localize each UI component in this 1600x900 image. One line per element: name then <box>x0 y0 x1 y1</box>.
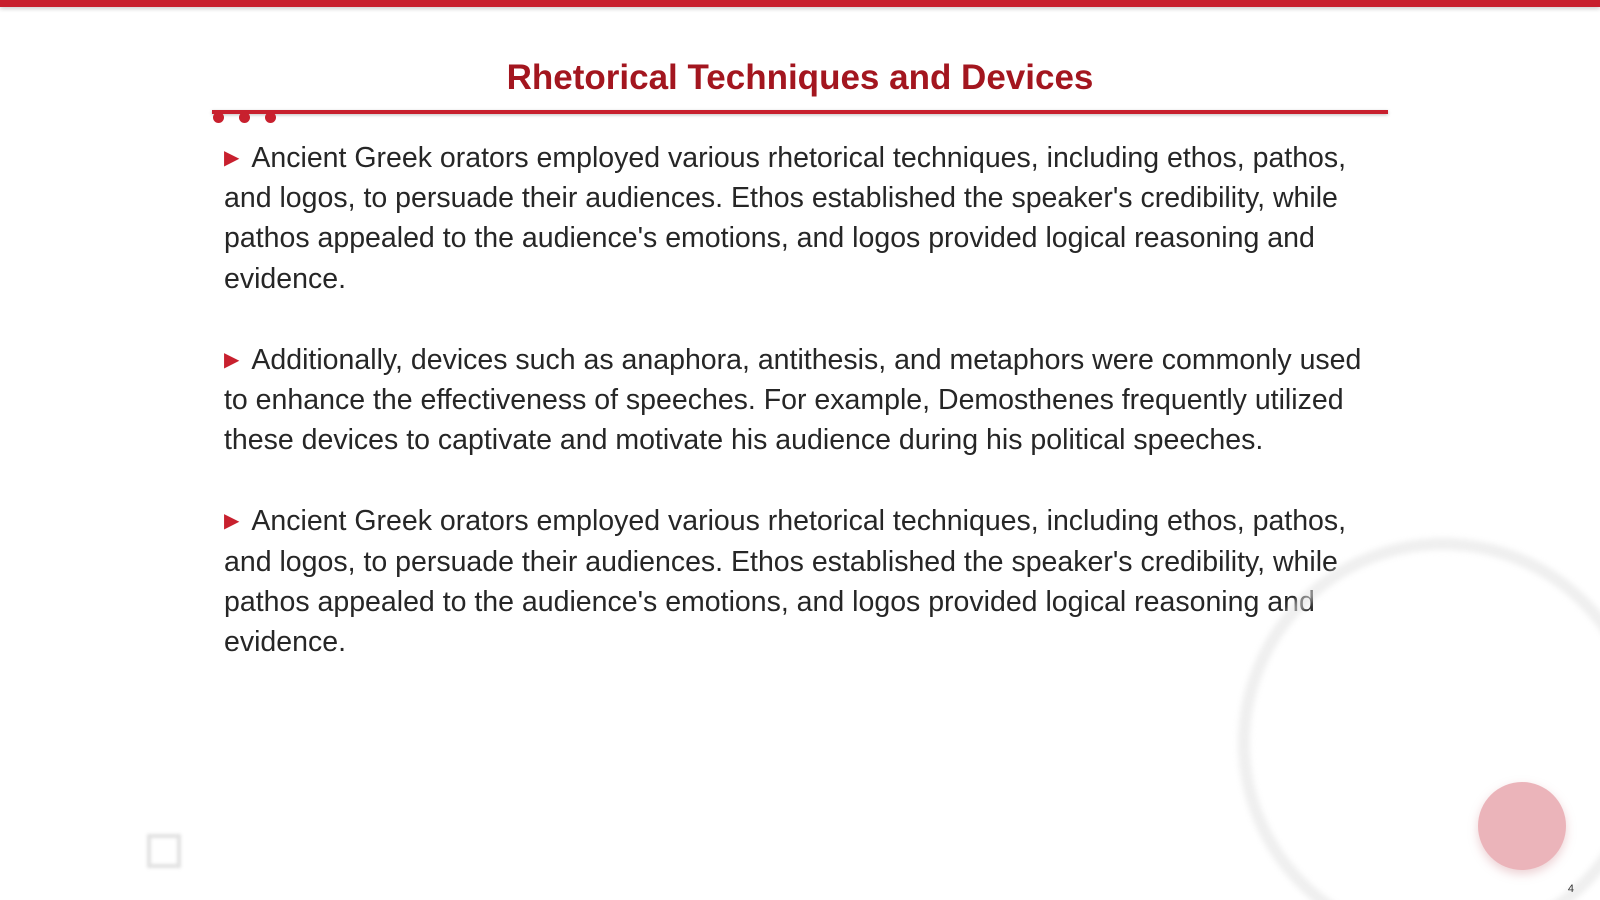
bullet-text: Ancient Greek orators employed various rhetorical techniques, including ethos, pathos, and logos, to persuade their audiences. Ethos established the speaker's credibility, while pathos appealed to the audience's emotions, and logos provided logical reasoning and evidence. <box>224 142 1347 295</box>
bullet-list <box>224 138 1384 703</box>
bullet-arrow-icon: ▶ <box>224 147 240 169</box>
decorative-pink-circle <box>1478 782 1566 870</box>
bullet-item <box>224 340 1384 461</box>
divider-dot <box>265 112 276 123</box>
slide-title: Rhetorical Techniques and Devices <box>506 58 1094 97</box>
top-accent-bar <box>0 0 1600 7</box>
bullet-item <box>224 138 1384 299</box>
divider-dot <box>239 112 250 123</box>
decorative-square-outline <box>147 834 181 868</box>
bullet-text: Additionally, devices such as anaphora, antithesis, and metaphors were commonly used to enhance the effectiveness of speeches. For example, Demosthenes frequently utilized these devices to captivate and motivate his audience during his political speeches. <box>224 343 1362 457</box>
bullet-text: Ancient Greek orators employed various rhetorical techniques, including ethos, pathos, and logos, to persuade their audiences. Ethos established the speaker's credibility, while pathos appealed to the audience's emotions, and logos provided logical reasoning and evidence. <box>224 505 1347 659</box>
bullet-arrow-icon: ▶ <box>224 348 240 371</box>
bullet-item <box>224 501 1384 662</box>
title-divider <box>212 110 1388 114</box>
divider-dot <box>213 112 224 123</box>
page-number: 4 <box>1567 883 1574 895</box>
bullet-arrow-icon: ▶ <box>224 510 240 533</box>
